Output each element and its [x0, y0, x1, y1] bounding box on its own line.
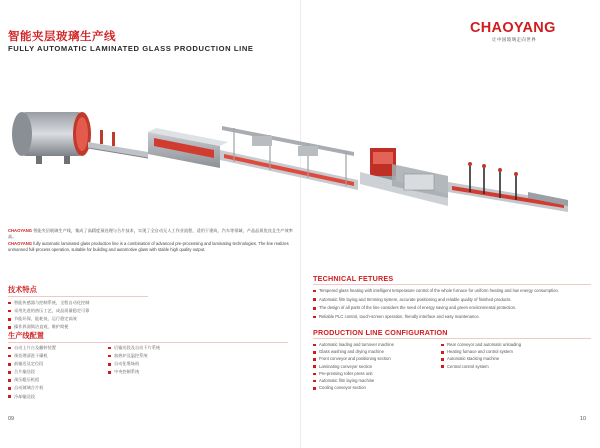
config-cn-item: 合片输送段: [8, 368, 128, 376]
tech-features-en: [313, 274, 591, 321]
config-en: [313, 328, 591, 391]
config-en-rule: [313, 338, 591, 339]
config-en-item: Pre-pressing roller press unit: [313, 370, 433, 377]
heating-oven: [148, 128, 228, 168]
tech-cn-rule: [8, 296, 148, 297]
intro-en-text: fully automatic laminated glass production line is a combination of advanced pre-processing and laminating technologies. The line realizes unmanned full-process operation, suitable for building and automotive glass with stable high quality output.: [8, 241, 289, 253]
brand-logo: [470, 20, 580, 43]
intro-cn-text: 智能夹层玻璃生产线，集成了高精度预处理与合片技术，实现了全自动无人工作业流程，适用于建筑、汽车等领域，产品品质优良且生产效率高。: [8, 228, 293, 240]
config-en-item: Front conveyor and positioning section: [313, 355, 433, 362]
config-en-item: Central control system: [441, 363, 591, 370]
intro-en-brand: CHAOYANG: [8, 241, 33, 247]
tech-cn-item: 节能环保，能耗低，运行稳定高效: [8, 315, 148, 323]
config-en-item: Laminating conveyor section: [313, 363, 433, 370]
tech-cn-heading: 技术特点: [8, 285, 37, 294]
tech-en-rule: [313, 284, 591, 285]
config-cn: [8, 331, 288, 399]
page-spread-divider: [300, 0, 301, 448]
config-cn-item: 预压辊压机组: [8, 376, 128, 384]
tech-en-heading: TECHNICAL FETURES: [313, 274, 394, 283]
config-cn-item: 预处理清洗干燥机: [8, 352, 128, 360]
config-cn-item: 后输送段及自动下片系统: [108, 344, 278, 352]
page-title-en: FULLY AUTOMATIC LAMINATED GLASS PRODUCTION LINE: [8, 44, 254, 53]
tech-en-item: Reliable PLC control, touch-screen operation, friendly interface and easy maintenance.: [313, 313, 591, 322]
config-cn-item: 加热炉及温控系统: [108, 352, 278, 360]
config-cn-item: 中央控制系统: [108, 368, 278, 376]
config-cn-item: 自动化堆垛机: [108, 360, 278, 368]
config-en-item: Glass washing and drying machine: [313, 348, 433, 355]
config-en-item: Automatic film laying machine: [313, 377, 433, 384]
tech-cn-item: 采用先进的热压工艺，成品质量稳定可靠: [8, 307, 148, 315]
tech-en-item: Tempered glass heating with intelligent temperature control of the whole furnace for uniform heating and low energy consumption.: [313, 287, 591, 296]
page-number-right: 10: [580, 416, 587, 422]
brand-slogan: 让中国玻璃走向世界: [492, 37, 537, 42]
config-en-heading: PRODUCTION LINE CONFIGURATION: [313, 328, 448, 337]
autoclave: [12, 112, 91, 164]
tech-cn-item: 操作界面简洁直观，维护简便: [8, 323, 148, 331]
config-en-item: Rear conveyor and automatic unloading: [441, 341, 591, 348]
intro-cn: [8, 228, 294, 240]
inlet-conveyor: [88, 130, 148, 158]
config-en-item: Automatic stacking machine: [441, 355, 591, 362]
tech-en-item: Automatic film laying and trimming system, accurate positioning and reliable quality of finished products.: [313, 296, 591, 305]
config-en-item: Cooling conveyor section: [313, 384, 433, 391]
config-cn-rule: [8, 342, 288, 343]
tech-features-cn: [8, 285, 148, 331]
config-cn-heading: 生产线配置: [8, 331, 44, 340]
config-en-item: Heating furnace and control system: [441, 348, 591, 355]
config-en-item: Automatic loading and turnover machine: [313, 341, 433, 348]
tech-en-item: The design of all parts of the line considers the need of energy saving and green environmental protection.: [313, 304, 591, 313]
laminating-conveyor: [220, 126, 358, 190]
brand-name: CHAOYANG: [470, 20, 556, 36]
config-cn-item: 自动玻璃合片机: [8, 384, 128, 392]
intro-en: [8, 241, 294, 253]
intro-cn-brand: CHAOYANG: [8, 228, 33, 233]
tech-cn-item: 智能传感器与控制系统，全程自动化控制: [8, 299, 148, 307]
config-cn-item: 自动上片台及翻转装置: [8, 344, 128, 352]
loading-robots: [448, 162, 568, 212]
config-cn-item: 冷却输送段: [8, 393, 128, 401]
config-cn-item: 前输送及定位段: [8, 360, 128, 368]
production-line-illustration: [8, 102, 592, 220]
intro-text: [8, 228, 294, 254]
page-number-left: 09: [8, 416, 15, 422]
page-title-cn: 智能夹层玻璃生产线: [8, 31, 116, 43]
